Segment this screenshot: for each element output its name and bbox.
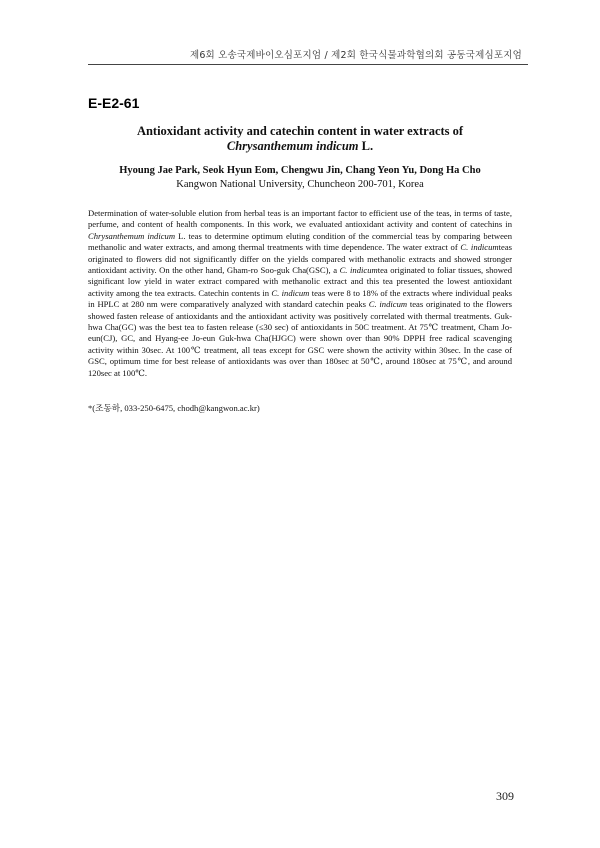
abstract-text: L. teas to determine optimum eluting condition of the commercial teas by comparing between methanolic and water extracts, and among thermal treatments with time dependence. The water extract of xyxy=(88,230,513,253)
abstract-body xyxy=(88,208,512,379)
title-second-line xyxy=(88,139,512,154)
title-species: Chrysanthemum indicum xyxy=(226,139,359,153)
abstract-text: teas originated to the flowers showed fasten release of antioxidants and the antioxidant activity was positively correlated with thermal treatments. Guk-hwa Cha(GC) was the best tea to fasten release (≤30 sec) of antioxidants in 50C treatment. At 75℃ treatment, Cham Jo-eun(CJ), GC, and Hyang-ee Jo-eun Guk-hwa Cha(HJGC) were shown over than 90% DPPH free radical scavenging activity within 30sec. At 100℃ treatment, all teas except for GSC were shown the activity within 30sec. In the case of GSC, optimum time for best release of antioxidants was over than 180sec at 50℃, around 180sec at 75℃, and around 120sec at 100℃. xyxy=(88,299,513,378)
header-rule xyxy=(88,64,528,65)
abstract-species-name: C. indicum xyxy=(460,242,499,253)
abstract-species-name: Chrysanthemum indicum xyxy=(88,230,176,241)
contact-info: *(조동하, 033-250-6475, chodh@kangwon.ac.kr) xyxy=(88,403,260,413)
abstract-text: Determination of water-soluble elution from herbal teas is an important factor to efficient use of the teas, in terms of taste, perfume, and content of health components. In this work, we evaluated antioxidant activity and content of catechins in xyxy=(88,208,512,230)
abstract-species-name: C. indicum xyxy=(271,287,310,298)
author-list: Hyoung Jae Park, Seok Hyun Eom, Chengwu Jin, Chang Yeon Yu, Dong Ha Cho xyxy=(119,165,481,176)
running-header: 제6회 오송국제바이오심포지엄 / 제2회 한국식물과학협의회 공동국제심포지엄 xyxy=(189,50,522,61)
abstract-text: teas originated to flowers did not significantly differ on the yields compared with methanolic extracts and showed stronger antioxidant activity. On the other hand, Gham-ro Soo-guk Cha(GSC), a xyxy=(88,242,512,276)
abstract-species-name: C. indicum xyxy=(339,265,378,276)
paper-title xyxy=(88,124,512,154)
title-main: Antioxidant activity and catechin content in water extracts of xyxy=(136,124,464,138)
title-suffix: L. xyxy=(358,139,374,153)
affiliation: Kangwon National University, Chuncheon 200-701, Korea xyxy=(176,179,424,190)
abstract-species-name: C. indicum xyxy=(368,299,408,310)
abstract-text: teas were 8 to 18% of the extracts where individual peaks in HPLC at 280 nm were comparatively analyzed with standard catechin peaks xyxy=(88,287,513,310)
abstract-code: E-E2-61 xyxy=(88,95,140,111)
abstract-text: tea originated to foliar tissues, showed significant low yield in water extract compared with methanolic extract and this tea presented the lowest antioxidant activity among the tea extracts. Catechin contents in xyxy=(88,265,513,298)
page-number: 309 xyxy=(496,789,514,803)
